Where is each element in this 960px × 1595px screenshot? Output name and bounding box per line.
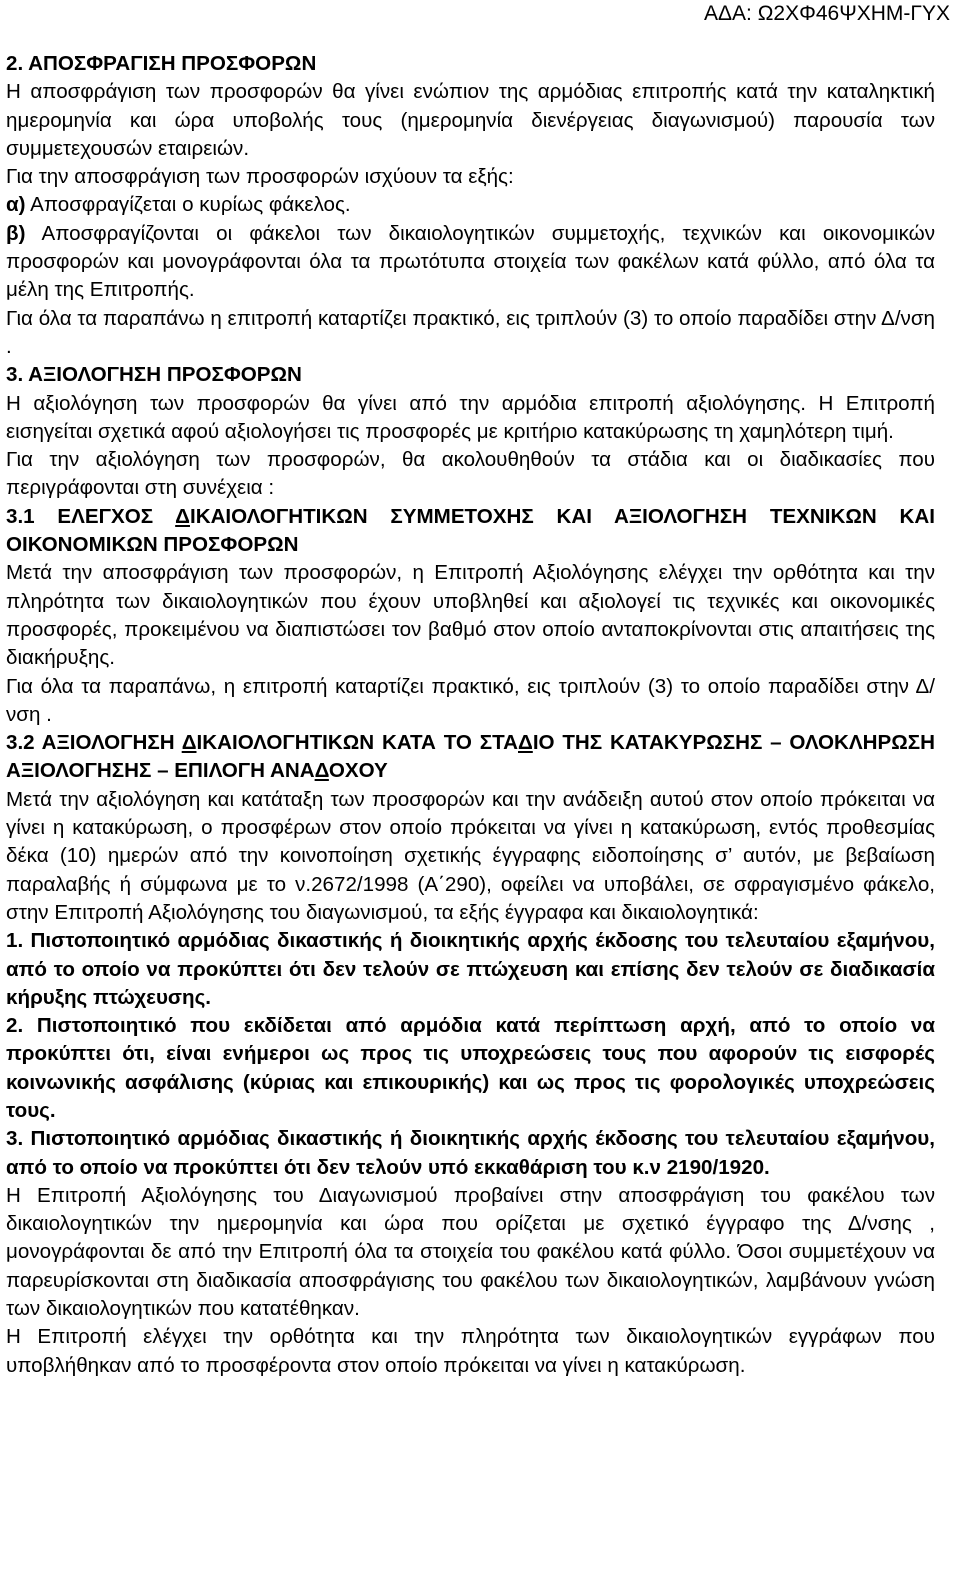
section-2-item-a [6,191,935,219]
item-a-text: Αποσφραγίζεται ο κυρίως φάκελος. [25,193,351,217]
ada-code: ΑΔΑ: Ω2ΧΦ46ΨΧΗΜ-ΓΥΧ [704,2,950,25]
title-part: ΙΟ ΤΗΣ ΚΑΤΑΚΥΡΩΣΗΣ – ΟΛΟΚΛΗΡΩΣΗ ΑΞΙΟΛΟΓΗΣΗΣ – ΕΠΙΛΟΓΗ ΑΝΑ [6,731,935,783]
section-3-1-paragraph-2: Για όλα τα παραπάνω, η επιτροπή καταρτίζει πρακτικό, εις τριπλούν (3) το οποίο παραδίδει στην Δ/νση . [6,674,935,726]
document-body [6,50,935,1380]
section-3-2-title [6,729,935,786]
title-underlined-letter: Δ [518,731,533,755]
section-3-title: 3. ΑΞΙΟΛΟΓΗΣΗ ΠΡΟΣΦΟΡΩΝ [6,363,302,387]
title-underlined-letter: Δ [181,731,197,755]
section-3-1-title [6,503,935,560]
title-part: ΟΧΟΥ [328,759,388,783]
section-3-2-paragraph-1: Μετά την αξιολόγηση και κατάταξη των προσφορών και την ανάδειξη αυτού στον οποίο πρόκειται να γίνει η κατακύρωση, ο προσφέρων στον οποίο πρόκειται να γίνει η κατακύρωση, εντός προθεσμίας δέκα (10) ημερών από την κοινοποίηση σχετικής έγγραφης ειδοποίησης σ’ αυτόν, με βεβαίωση παραλαβής ή σύμφωνα με το ν.2672/1998 (Α΄290), οφείλει να υποβάλει, σε σφραγισμένο φάκελο, στην Επιτροπή Αξιολόγησης του διαγωνισμού, τα εξής έγγραφα και δικαιολογητικά: [6,787,935,924]
document-item-1: 1. Πιστοποιητικό αρμόδιας δικαστικής ή διοικητικής αρχής έκδοσης του τελευταίου εξαμήνου, από το οποίο να προκύπτει ότι δεν τελούν σε πτώχευση και επίσης δεν τελούν σε διαδικασία κήρυξης πτώχευσης. [6,929,935,1009]
title-underlined-letter: Δ [175,504,190,528]
section-3-paragraph-1: Η αξιολόγηση των προσφορών θα γίνει από την αρμόδια επιτροπή αξιολόγησης. Η Επιτροπή εισηγείται σχετικά αφού αξιολογήσει τις προσφορές με κριτήριο κατακύρωσης τη χαμηλότερη τιμή. [6,391,935,443]
document-item-3: 3. Πιστοποιητικό αρμόδιας δικαστικής ή διοικητικής αρχής έκδοσης του τελευταίου εξαμήνου, από το οποίο να προκύπτει ότι δεν τελούν υπό εκκαθάριση του κ.ν 2190/1920. [6,1127,935,1179]
document-item-2: 2. Πιστοποιητικό που εκδίδεται από αρμόδια κατά περίπτωση αρχή, από το οποίο να προκύπτει ότι, είναι ενήμεροι ως προς τις υποχρεώσεις τους που αφορούν τις εισφορές κοινωνικής ασφάλισης (κύριας και επικουρικής) και ως προς τις φορολογικές υποχρεώσεις τους. [6,1014,935,1122]
item-b-text: Αποσφραγίζονται οι φάκελοι των δικαιολογητικών συμμετοχής, τεχνικών και οικονομικών προσφορών και μονογράφονται όλα τα πρωτότυπα στοιχεία των φακέλων κατά φύλλο, από όλα τα μέλη της Επιτροπής. [6,221,935,302]
final-paragraph-2: Η Επιτροπή ελέγχει την ορθότητα και την πληρότητα των δικαιολογητικών εγγράφων που υποβλήθηκαν από το προσφέροντα στον οποίο πρόκειται να γίνει η κατακύρωση. [6,1325,935,1377]
section-2-item-b [6,220,935,305]
item-a-label: α) [6,193,26,217]
title-part: ΙΚΑΙΟΛΟΓΗΤΙΚΩΝ ΣΥΜΜΕΤΟΧΗΣ ΚΑΙ ΑΞΙΟΛΟΓΗΣΗ ΤΕΧΝΙΚΩΝ ΚΑΙ ΟΙΚΟΝΟΜΙΚΩΝ ΠΡΟΣΦΟΡΩΝ [6,504,935,557]
title-part: ΙΚΑΙΟΛΟΓΗΤΙΚΩΝ ΚΑΤΑ ΤΟ ΣΤΑ [196,731,518,755]
section-2-paragraph-2: Για την αποσφράγιση των προσφορών ισχύουν τα εξής: [6,165,514,189]
section-2-paragraph-3: Για όλα τα παραπάνω η επιτροπή καταρτίζει πρακτικό, εις τριπλούν (3) το οποίο παραδίδει στην Δ/νση . [6,306,935,358]
section-3-paragraph-2: Για την αξιολόγηση των προσφορών, θα ακολουθηθούν τα στάδια και οι διαδικασίες που περιγράφονται στη συνέχεια : [6,448,935,500]
section-3-1-paragraph-1: Μετά την αποσφράγιση των προσφορών, η Επιτροπή Αξιολόγησης ελέγχει την ορθότητα και την πληρότητα των δικαιολογητικών που έχουν υποβληθεί και αξιολογεί τις τεχνικές και οικονομικές προσφορές, προκειμένου να διαπιστώσει τον βαθμό στον οποίο ανταποκρίνονται στις απαιτήσεις της διακήρυξης. [6,561,935,670]
item-b-label: β) [6,221,26,245]
section-2-title: 2. ΑΠΟΣΦΡΑΓΙΣΗ ΠΡΟΣΦΟΡΩΝ [6,52,317,75]
title-part: 3.2 ΑΞΙΟΛΟΓΗΣΗ [6,731,182,755]
title-part: 3.1 ΕΛΕΓΧΟΣ [6,504,176,528]
title-underlined-letter: Δ [314,759,329,783]
final-paragraph-1: Η Επιτροπή Αξιολόγησης του Διαγωνισμού προβαίνει στην αποσφράγιση του φακέλου των δικαιολογητικών την ημερομηνία και ώρα που ορίζεται με σχετικό έγγραφο της Δ/νσης , μονογράφονται δε από την Επιτροπή όλα τα στοιχεία του φακέλου κατά φύλλο. Όσοι συμμετέχουν να παρευρίσκονται στη διαδικασία αποσφράγισης του φακέλου των δικαιολογητικών, λαμβάνουν γνώση των δικαιολογητικών που κατατέθηκαν. [6,1183,935,1321]
section-2-paragraph-1: Η αποσφράγιση των προσφορών θα γίνει ενώπιον της αρμόδιας επιτροπής κατά την καταληκτική ημερομηνία και ώρα υποβολής τους (ημερομηνία διενέργειας διαγωνισμού) παρουσία των συμμετεχουσών εταιρειών. [6,80,935,160]
